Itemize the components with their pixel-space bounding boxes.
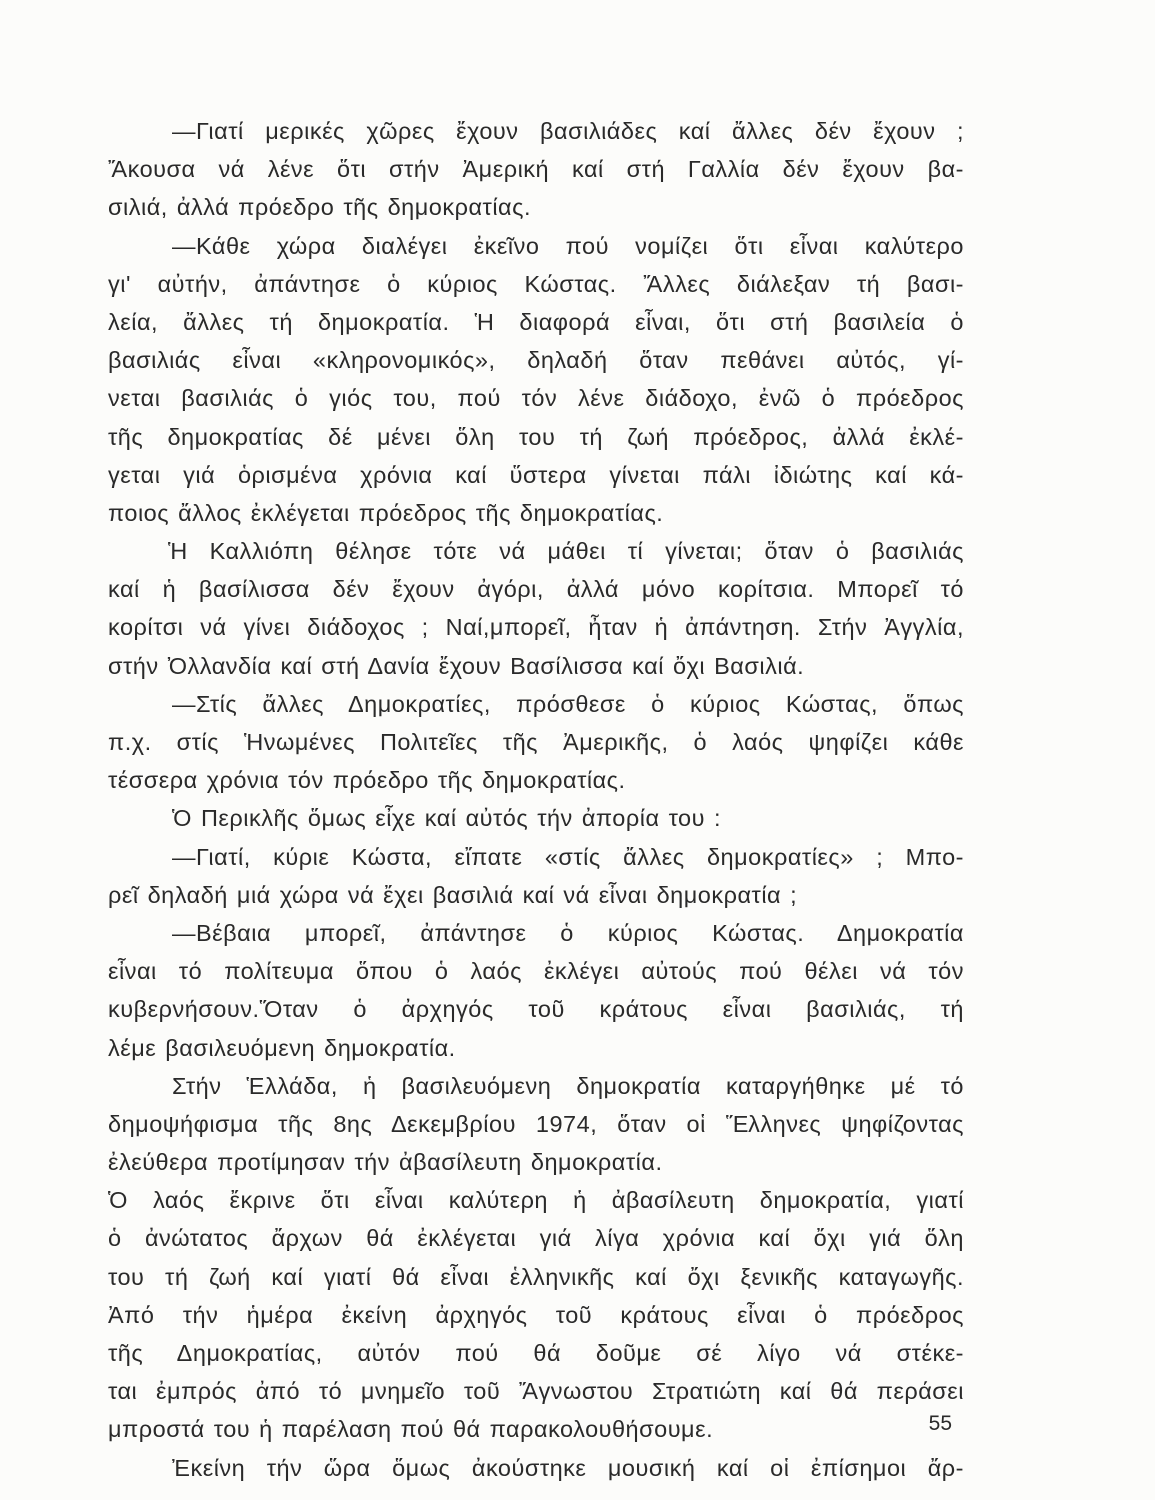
text-line-10: γεται γιά ὁρισμένα χρόνια καί ὕστερα γίνεται πάλι ἰδιώτης καί κά- <box>108 461 964 488</box>
text-line-15: στήν Ὀλλανδία καί στή Δανία ἔχουν Βασίλισσα καί ὄχι Βασιλιά. <box>108 652 805 679</box>
body-text <box>108 112 964 1487</box>
text-line-5: γι' αὐτήν, ἀπάντησε ὁ κύριος Κώστας. Ἄλλες διάλεξαν τή βασι- <box>108 270 964 297</box>
text-line-14: κορίτσι νά γίνει διάδοχος ; Ναί,μπορεῖ, ἦταν ἡ ἀπάντηση. Στήν Ἀγγλία, <box>108 614 964 641</box>
text-line-25: λέμε βασιλευόμενη δημοκρατία. <box>108 1034 456 1061</box>
text-line-12: Ἡ Καλλιόπη θέλησε τότε νά μάθει τί γίνεται; ὅταν ὁ βασιλιάς <box>168 538 964 565</box>
text-line-8: νεται βασιλιάς ὁ γιός του, πού τόν λένε διάδοχο, ἐνῶ ὁ πρόεδρος <box>108 385 964 412</box>
text-line-17: π.χ. στίς Ἡνωμένες Πολιτεῖες τῆς Ἀμερικῆς, ὁ λαός ψηφίζει κάθε <box>108 729 964 755</box>
text-line-27: δημοψήφισμα τῆς 8ης Δεκεμβρίου 1974, ὅταν οἱ Ἕλληνες ψηφίζοντας <box>108 1110 964 1137</box>
page-number: 55 <box>928 1412 952 1435</box>
text-line-35: μπροστά του ἡ παρέλαση πού θά παρακολουθήσουμε. <box>108 1416 714 1443</box>
text-line-19: Ὁ Περικλῆς ὅμως εἶχε καί αὐτός τήν ἀπορία του : <box>172 805 722 832</box>
text-line-20: —Γιατί, κύριε Κώστα, εἴπατε «στίς ἄλλες δημοκρατίες» ; Μπο- <box>172 843 964 870</box>
text-line-11: ποιος ἄλλος ἐκλέγεται πρόεδρος τῆς δημοκρατίας. <box>108 499 664 526</box>
text-line-2: Ἄκουσα νά λένε ὅτι στήν Ἀμερική καί στή Γαλλία δέν ἔχουν βα- <box>108 156 964 183</box>
text-line-3: σιλιά, ἀλλά πρόεδρο τῆς δημοκρατίας. <box>108 194 531 221</box>
text-line-6: λεία, ἄλλες τή δημοκρατία. Ἡ διαφορά εἶναι, ὅτι στή βασιλεία ὁ <box>108 308 964 335</box>
text-line-30: ὁ ἀνώτατος ἄρχων θά ἐκλέγεται γιά λίγα χρόνια καί ὄχι γιά ὅλη <box>108 1225 964 1252</box>
text-line-18: τέσσερα χρόνια τόν πρόεδρο τῆς δημοκρατίας. <box>108 767 626 794</box>
text-line-31: του τή ζωή καί γιατί θά εἶναι ἑλληνικῆς καί ὄχι ξενικῆς καταγωγῆς. <box>108 1263 964 1290</box>
text-line-16: —Στίς ἄλλες Δημοκρατίες, πρόσθεσε ὁ κύριος Κώστας, ὅπως <box>172 690 964 717</box>
text-line-26: Στήν Ἑλλάδα, ἡ βασιλευόμενη δημοκρατία καταργήθηκε μέ τό <box>172 1072 964 1099</box>
text-line-24: κυβερνήσουν.Ὅταν ὁ ἀρχηγός τοῦ κράτους εἶναι βασιλιάς, τή <box>108 996 964 1023</box>
text-line-36: Ἐκείνη τήν ὥρα ὅμως ἀκούστηκε μουσική καί οἱ ἐπίσημοι ἄρ- <box>172 1454 964 1481</box>
text-line-34: ται ἐμπρός ἀπό τό μνημεῖο τοῦ Ἄγνωστου Στρατιώτη καί θά περάσει <box>108 1378 964 1405</box>
text-line-22: —Βέβαια μπορεῖ, ἀπάντησε ὁ κύριος Κώστας. Δημοκρατία <box>172 919 964 946</box>
text-line-9: τῆς δημοκρατίας δέ μένει ὅλη του τή ζωή πρόεδρος, ἀλλά ἐκλέ- <box>108 423 964 450</box>
text-line-29: Ὁ λαός ἔκρινε ὅτι εἶναι καλύτερη ἡ ἀβασίλευτη δημοκρατία, γιατί <box>108 1187 964 1214</box>
text-line-28: ἐλεύθερα προτίμησαν τήν ἀβασίλευτη δημοκρατία. <box>108 1149 663 1176</box>
text-line-7: βασιλιάς εἶναι «κληρονομικός», δηλαδή ὅταν πεθάνει αὐτός, γί- <box>108 347 964 374</box>
text-line-23: εἶναι τό πολίτευμα ὅπου ὁ λαός ἐκλέγει αὐτούς πού θέλει νά τόν <box>108 958 964 985</box>
text-line-1: —Γιατί μερικές χῶρες ἔχουν βασιλιάδες καί ἄλλες δέν ἔχουν ; <box>172 118 964 144</box>
text-line-21: ρεῖ δηλαδή μιά χώρα νά ἔχει βασιλιά καί νά εἶναι δημοκρατία ; <box>108 881 798 908</box>
text-line-32: Ἀπό τήν ἡμέρα ἐκείνη ἀρχηγός τοῦ κράτους εἶναι ὁ πρόεδρος <box>108 1301 964 1328</box>
text-line-33: τῆς Δημοκρατίας, αὐτόν πού θά δοῦμε σέ λίγο νά στέκε- <box>108 1340 964 1366</box>
text-line-4: —Κάθε χώρα διαλέγει ἐκεῖνο πού νομίζει ὅτι εἶναι καλύτερο <box>172 232 964 259</box>
text-line-13: καί ἡ βασίλισσα δέν ἔχουν ἀγόρι, ἀλλά μόνο κορίτσια. Μπορεῖ τό <box>108 576 964 603</box>
